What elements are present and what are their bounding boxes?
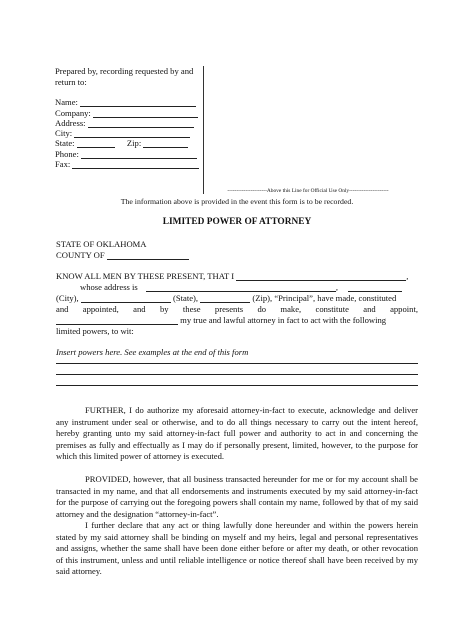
city-label: City:: [55, 128, 73, 138]
company-label: Company:: [55, 108, 91, 118]
county-row: [56, 250, 189, 260]
insert-powers-note: Insert powers here. See examples at the end of this form: [56, 347, 249, 357]
city-input[interactable]: [81, 293, 171, 303]
paragraph-provided: PROVIDED, however, that all business transacted hereunder for me or for my account shall be transacted in my name, and that all endorsements and instruments executed by my said attorney-in-fact for the purpose of carrying out the foregoing powers shall contain my name, followed by that of my said attorney and the designation “attorney-in-fact”.: [56, 474, 418, 519]
paragraph-further: FURTHER, I do authorize my aforesaid attorney-in-fact to execute, acknowledge and deliver any instrument under seal or otherwise, and to do all things necessary to carry out the intent hereof, hereby granting unto my said attorney-in-fact full power and authority to act in and concerning the premises as fully and effectually as I may do if personally present, limited, however, to the purpose for which this limited power of attorney is executed.: [56, 405, 418, 462]
powers-line-3[interactable]: [56, 385, 418, 386]
intro-line-2: [56, 282, 418, 292]
company-row: [55, 108, 198, 118]
recorded-note: The information above is provided in the event this form is to be recorded.: [120, 197, 354, 206]
company-field[interactable]: [93, 108, 198, 118]
state-line: STATE OF OKLAHOMA: [56, 239, 147, 249]
intro-text-1: KNOW ALL MEN BY THESE PRESENT, THAT I: [56, 271, 235, 281]
prepared-by-text: Prepared by, recording requested by and return to:: [55, 66, 194, 87]
state-zip-row: [55, 138, 188, 148]
city-row: [55, 128, 190, 138]
address-label: Address:: [55, 118, 86, 128]
intro-comma-2: ,: [335, 282, 339, 292]
fax-label: Fax:: [55, 159, 71, 169]
name-row: [55, 97, 196, 107]
intro-zip-text: (Zip), “Principal”, have made, constituted: [252, 293, 397, 303]
intro-line-3: [56, 293, 418, 303]
intro-state-label: (State),: [173, 293, 199, 303]
zip-label: Zip:: [126, 138, 142, 148]
intro-city-label: (City),: [56, 293, 79, 303]
zip-field[interactable]: [143, 138, 188, 148]
attorney-name-field[interactable]: [56, 315, 178, 325]
name-field[interactable]: [80, 97, 196, 107]
fax-row: [55, 159, 199, 169]
fax-field[interactable]: [72, 159, 199, 169]
intro-line-1: [56, 271, 418, 281]
document-title: LIMITED POWER OF ATTORNEY: [162, 217, 312, 227]
principal-address-field[interactable]: [146, 282, 339, 292]
address-row: [55, 118, 194, 128]
principal-name-field[interactable]: [236, 271, 409, 281]
official-use-line: ----------------------Above this Line for Official Use Only----------------------: [227, 188, 389, 194]
intro-line-4: and appointed, and by these presents do make, constitute and appoint,: [56, 304, 418, 314]
intro-text-5: my true and lawful attorney in fact to act with the following: [180, 315, 387, 325]
phone-field[interactable]: [81, 149, 197, 159]
intro-line-5: [56, 315, 418, 325]
address-field[interactable]: [88, 118, 194, 128]
intro-line-6: limited powers, to wit:: [56, 326, 134, 336]
phone-label: Phone:: [55, 149, 79, 159]
powers-line-1[interactable]: [56, 363, 418, 364]
principal-address-field-2[interactable]: [348, 282, 402, 292]
name-label: Name:: [55, 97, 78, 107]
state-field[interactable]: [77, 138, 115, 148]
intro-comma-1: ,: [406, 271, 409, 281]
paragraph-declare: I further declare that any act or thing lawfully done hereunder and within the powers herein stated by my said attorney shall be binding on myself and my heirs, legal and personal representatives and assigns, whether the same shall have been done either before or after my death, or other revocation of this instrument, unless and until reliable intelligence or notice thereof shall have been received by my said attorney.: [56, 520, 418, 577]
return-box-divider: [203, 66, 204, 194]
state-input[interactable]: [200, 293, 250, 303]
intro-text-2: whose address is: [80, 282, 138, 292]
phone-row: [55, 149, 197, 159]
county-label: COUNTY OF: [56, 250, 105, 260]
powers-line-2[interactable]: [56, 374, 418, 375]
city-field[interactable]: [74, 128, 190, 138]
county-field[interactable]: [107, 250, 189, 260]
state-label: State:: [55, 138, 75, 148]
